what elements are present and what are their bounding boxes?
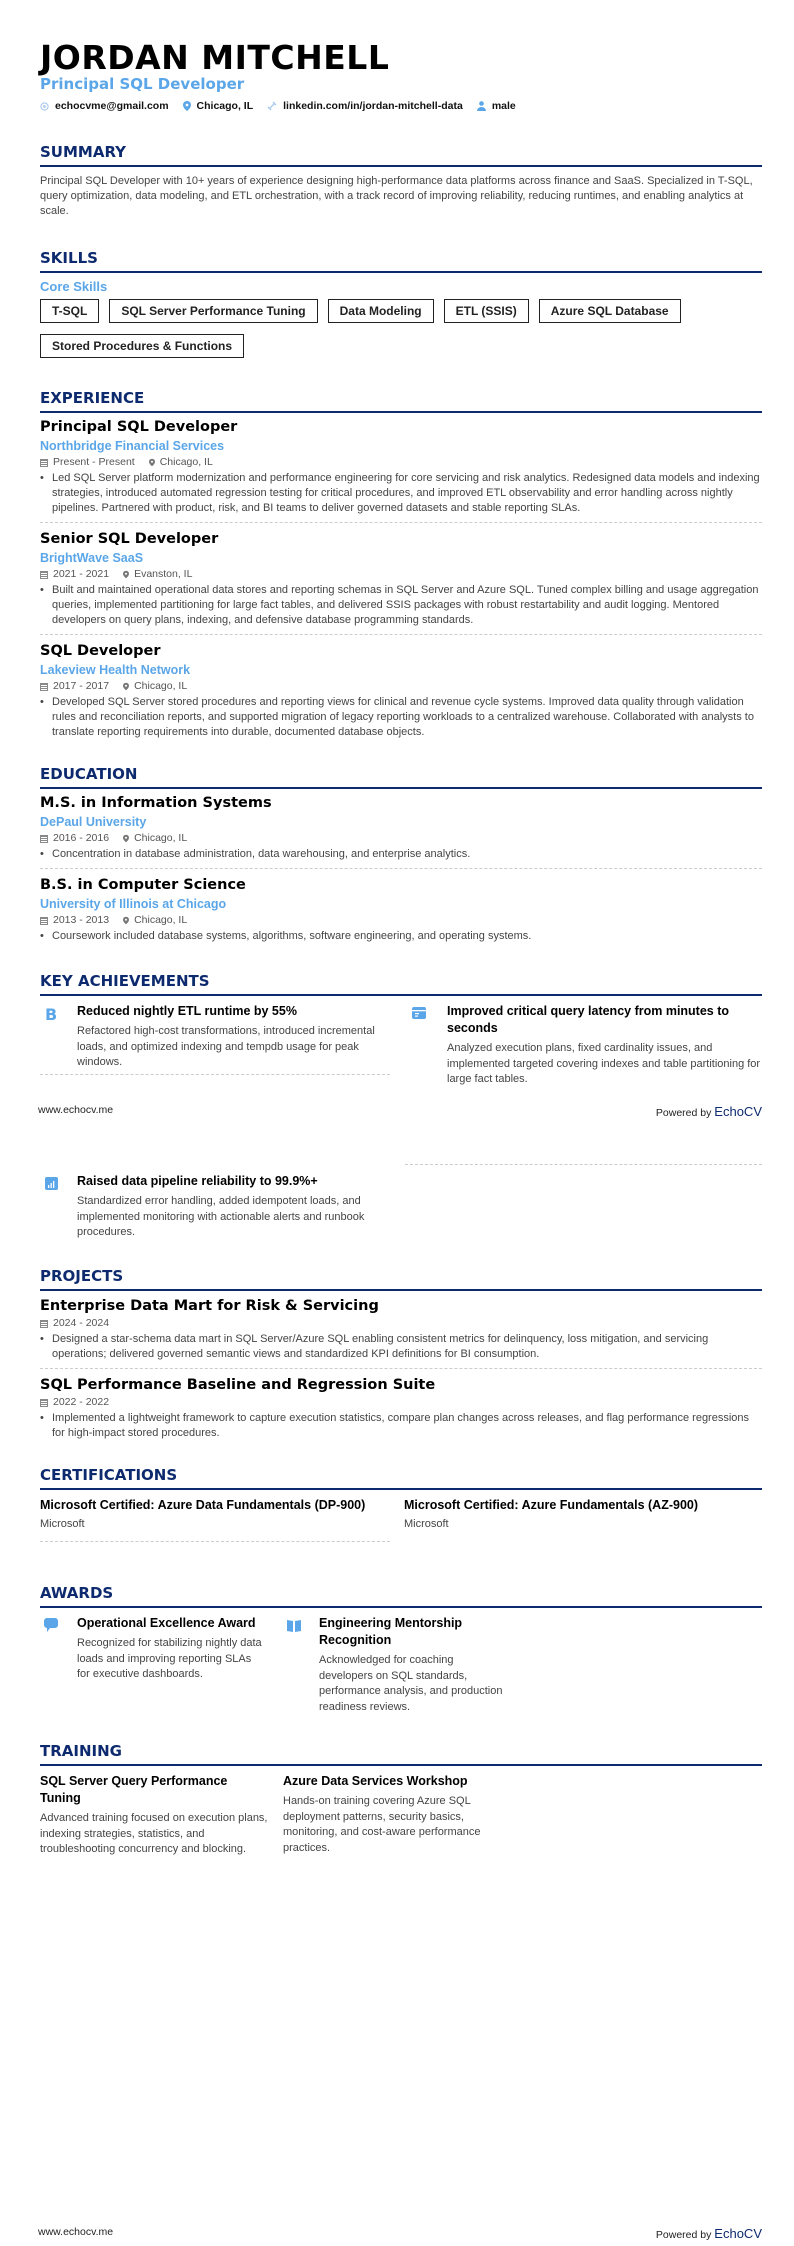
footer-powered: Powered by	[655, 2229, 712, 2241]
contact-gender: male	[491, 100, 516, 112]
card-icon	[412, 1007, 426, 1019]
item-title: Senior SQL Developer	[40, 531, 219, 547]
section-heading-education: EDUCATION	[40, 765, 762, 789]
item-meta	[40, 1396, 762, 1408]
skills-list	[40, 299, 762, 358]
map-pin-icon	[123, 916, 129, 925]
map-pin-icon	[183, 101, 191, 111]
skill-chip: SQL Server Performance Tuning	[109, 299, 317, 323]
item-title: M.S. in Information Systems	[40, 795, 272, 811]
skill-chip: Azure SQL Database	[539, 299, 681, 323]
calendar-icon	[40, 1319, 48, 1328]
organization: Northbridge Financial Services	[40, 439, 225, 453]
experience-item	[40, 643, 762, 740]
item-bullet: • Coursework included database systems, algorithms, software engineering, and operating systems.	[40, 929, 762, 944]
section-heading-skills: SKILLS	[40, 249, 762, 273]
education-item	[40, 877, 762, 944]
divider	[405, 1164, 762, 1165]
item-title: Principal SQL Developer	[40, 419, 238, 435]
item-dates: 2013 - 2013	[53, 914, 110, 926]
skill-chip: ETL (SSIS)	[444, 299, 529, 323]
item-bullet: • Implemented a lightweight framework to capture execution statistics, compare plan changes across releases, and flag performance regressions for high-impact stored procedures.	[40, 1411, 762, 1441]
item-bullet: • Designed a star-schema data mart in SQL Server/Azure SQL enabling consistent metrics for delinquency, loss mitigation, and servicing operations; delivered governed semantic views and standardized KPI definitions for BI consumption.	[40, 1332, 762, 1362]
summary-text: Principal SQL Developer with 10+ years of experience designing high-performance data platforms across finance and SaaS. Specialized in T-SQL, query optimization, data modeling, and ETL orchestration, with a track record of improving reliability, reducing runtimes, and enabling analytics at scale.	[40, 175, 753, 217]
section-heading-experience: EXPERIENCE	[40, 389, 762, 413]
footer-brand: EchoCV	[714, 1104, 762, 1119]
item-title: B.S. in Computer Science	[40, 877, 246, 893]
item-meta	[40, 568, 762, 580]
bold-b-icon	[45, 1006, 57, 1021]
achievement-item: Improved critical query latency from minutes to seconds Analyzed execution plans, fixed cardinality issues, and implemented targeted covering indexes and table partitioning for large fact tables.	[410, 1003, 762, 1088]
item-meta	[40, 1317, 762, 1329]
footer-brand: EchoCV	[714, 2226, 762, 2241]
item-dates: Present - Present	[53, 456, 135, 468]
map-pin-icon	[149, 458, 155, 467]
item-title: SQL Developer	[40, 643, 161, 659]
projects-list	[40, 1298, 762, 1441]
item-location: Chicago, IL	[134, 914, 188, 926]
item-location: Chicago, IL	[134, 680, 188, 692]
education-item	[40, 795, 762, 869]
item-dates: 2017 - 2017	[53, 680, 110, 692]
item-title: Enterprise Data Mart for Risk & Servicing	[40, 1298, 379, 1314]
item-meta	[40, 832, 762, 844]
footer-site[interactable]: www.echocv.me	[38, 1104, 114, 1116]
item-bullet: • Developed SQL Server stored procedures and reporting views for clinical and revenue cycle systems. Improved data quality through validation rules and reconciliation reports, and supported migration of legacy reporting workloads to a centralized warehouse. Collaborated with analysts to translate reporting requirements into durable, documented database objects.	[40, 695, 762, 740]
certification-item: Microsoft Certified: Azure Fundamentals (AZ-900) Microsoft	[404, 1498, 699, 1530]
map-pin-icon	[123, 682, 129, 691]
item-location: Chicago, IL	[159, 456, 213, 468]
education-list	[40, 795, 762, 944]
section-heading-summary: SUMMARY	[40, 143, 762, 167]
item-bullet: • Led SQL Server platform modernization and performance engineering for core servicing and risk analytics. Redesigned data models and indexing strategies, introduced automated regression testing for critical procedures, and improved ETL observability and error handling across nightly pipelines. Partnered with product, risk, and BI teams to deliver governed datasets and stable reporting SLAs.	[40, 471, 762, 516]
award-item: Engineering Mentorship Recognition Acknowledged for coaching developers on SQL standards, performance analysis, and production readiness reviews.	[283, 1615, 508, 1715]
organization: Lakeview Health Network	[40, 663, 191, 677]
calendar-icon	[40, 570, 48, 579]
item-meta	[40, 456, 762, 468]
candidate-title: Principal SQL Developer	[40, 75, 245, 93]
contact-linkedin[interactable]: linkedin.com/in/jordan-mitchell-data	[283, 100, 463, 112]
svg-text:B: B	[45, 1006, 57, 1021]
certification-item: Microsoft Certified: Azure Data Fundamentals (DP-900) Microsoft	[40, 1497, 390, 1542]
page-footer	[38, 1104, 762, 1119]
section-heading-awards: AWARDS	[40, 1584, 762, 1608]
organization: BrightWave SaaS	[40, 551, 144, 565]
section-heading-achievements: KEY ACHIEVEMENTS	[40, 972, 762, 996]
calendar-icon	[40, 834, 48, 843]
calendar-icon	[40, 916, 48, 925]
item-bullet: • Concentration in database administration, data warehousing, and enterprise analytics.	[40, 847, 762, 862]
section-heading-projects: PROJECTS	[40, 1267, 762, 1291]
item-location: Chicago, IL	[134, 832, 188, 844]
link-icon	[267, 101, 277, 111]
organization: DePaul University	[40, 815, 147, 829]
footer-site[interactable]: www.echocv.me	[38, 2226, 114, 2238]
item-dates: 2016 - 2016	[53, 832, 110, 844]
calendar-icon	[40, 458, 48, 467]
section-heading-certifications: CERTIFICATIONS	[40, 1466, 762, 1490]
skill-chip: Data Modeling	[328, 299, 434, 323]
item-location: Evanston, IL	[134, 568, 193, 580]
item-dates: 2021 - 2021	[53, 568, 110, 580]
candidate-name: JORDAN MITCHELL	[40, 38, 390, 77]
achievement-item: B Reduced nightly ETL runtime by 55% Refactored high-cost transformations, introduced incremental loads, and optimized indexing and tempdb usage for peak windows.	[40, 1003, 390, 1075]
contact-bar	[40, 100, 762, 112]
contact-location: Chicago, IL	[196, 100, 254, 112]
speech-bubble-icon	[44, 1618, 58, 1633]
project-item	[40, 1377, 762, 1441]
book-icon	[287, 1619, 301, 1632]
bar-chart-icon	[45, 1177, 58, 1190]
experience-item	[40, 419, 762, 523]
award-item: Operational Excellence Award Recognized for stabilizing nightly data loads and improving reporting SLAs for executive dashboards.	[40, 1615, 265, 1683]
person-icon	[477, 101, 486, 111]
skill-chip: Stored Procedures & Functions	[40, 334, 244, 358]
organization: University of Illinois at Chicago	[40, 897, 227, 911]
calendar-icon	[40, 1398, 48, 1407]
item-title: SQL Performance Baseline and Regression Suite	[40, 1377, 436, 1393]
section-heading-training: TRAINING	[40, 1742, 762, 1766]
calendar-icon	[40, 682, 48, 691]
project-item	[40, 1298, 762, 1369]
skills-group-label: Core Skills	[40, 279, 108, 294]
skill-chip: T-SQL	[40, 299, 99, 323]
experience-item	[40, 531, 762, 635]
map-pin-icon	[123, 834, 129, 843]
page-footer	[38, 2226, 762, 2241]
footer-powered: Powered by	[655, 1107, 712, 1119]
item-meta	[40, 680, 762, 692]
contact-email[interactable]: echocvme@gmail.com	[55, 100, 169, 112]
achievement-item: Raised data pipeline reliability to 99.9%+ Standardized error handling, added idempotent loads, and implemented monitoring with actionable alerts and runbook procedures.	[40, 1173, 390, 1241]
map-pin-icon	[123, 570, 129, 579]
item-dates: 2024 - 2024	[53, 1317, 110, 1329]
training-item: SQL Server Query Performance Tuning Advanced training focused on execution plans, indexing strategies, statistics, and troubleshooting concurrency and blocking.	[40, 1774, 268, 1855]
item-meta	[40, 914, 762, 926]
training-item: Azure Data Services Workshop Hands-on training covering Azure SQL deployment patterns, security basics, monitoring, and cost-aware performance practices.	[283, 1774, 481, 1854]
email-icon	[40, 102, 49, 111]
item-dates: 2022 - 2022	[53, 1396, 110, 1408]
item-bullet: • Built and maintained operational data stores and reporting schemas in SQL Server and Azure SQL. Tuned complex billing and usage aggregation queries, implemented partitioning for large fact tables, and delivered SSIS packages with robust restartability and audit logging. Mentored developers on query plans, indexing, and defensive database programming standards.	[40, 583, 762, 628]
experience-list	[40, 419, 762, 740]
